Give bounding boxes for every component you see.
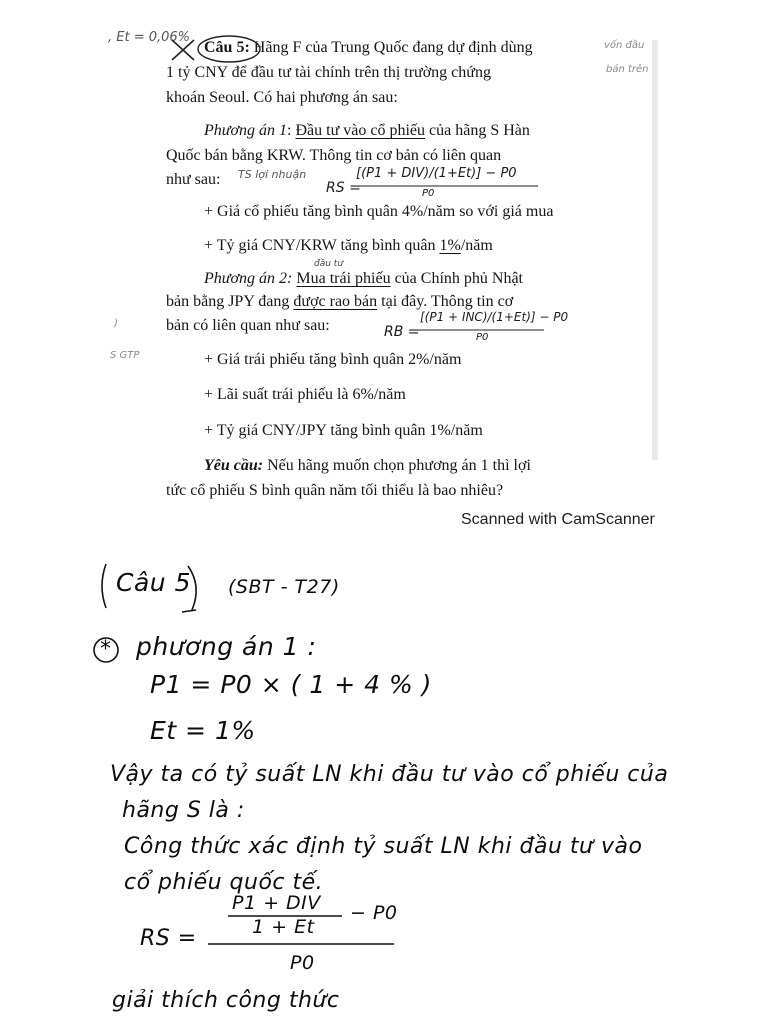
note-sentence-1: Vậy ta có tỷ suất LN khi đầu tư vào cổ phiếu của xyxy=(110,762,669,787)
requirement-line-2: tức cổ phiếu S bình quân năm tối thiểu là bao nhiêu? xyxy=(166,482,504,499)
circle-annotation-icon xyxy=(196,34,264,64)
note-sentence-2b: cổ phiếu quốc tế. xyxy=(124,870,324,895)
formula-lhs: RS = xyxy=(140,926,197,951)
requirement-line-1: Yêu cầu: Nếu hãng muốn chọn phương án 1 thì lợi xyxy=(204,457,531,474)
bullet-cny-krw: + Tỷ giá CNY/KRW tăng bình quân 1%/năm xyxy=(204,237,493,254)
option-1-line: Phương án 1: Đầu tư vào cổ phiếu của hãng S Hàn xyxy=(204,122,530,139)
notes-title-reference: (SBT - T27) xyxy=(228,576,340,598)
note-sentence-2: Công thức xác định tỷ suất LN khi đầu tư vào xyxy=(124,834,643,859)
margin-note-top-right-2: bán trên xyxy=(606,64,649,75)
note-last-line: giải thích công thức xyxy=(112,988,340,1013)
section-heading: phương án 1 : xyxy=(136,632,317,661)
exercise-label: Câu 5: xyxy=(204,39,250,56)
formula-2-numerator: [(P1 + INC)/(1+Et)] − P0 xyxy=(420,310,569,324)
margin-note-left-1: ) xyxy=(114,318,118,329)
bullet-stock-price: + Giá cổ phiếu tăng bình quân 4%/năm so với giá mua xyxy=(204,203,554,220)
formula-1-lhs: RS = xyxy=(326,180,361,196)
page-edge-shadow xyxy=(652,40,658,460)
formula-minus-p0: − P0 xyxy=(350,902,398,924)
circled-bullet-mark: * xyxy=(100,637,112,662)
exercise-line-2: 1 tỷ CNY để đầu tư tài chính trên thị trường chứng xyxy=(166,64,491,81)
formula-1-numerator: [(P1 + DIV)/(1+Et)] − P0 xyxy=(356,166,517,181)
formula-inner-denominator: 1 + Et xyxy=(252,916,315,938)
notes-title: Câu 5 xyxy=(116,568,191,597)
exercise-line-12: bản có liên quan như sau: xyxy=(166,317,330,334)
pencil-note-profit: TS lợi nhuận xyxy=(238,168,307,181)
formula-1-denominator: P0 xyxy=(422,188,435,199)
bullet-bond-price: + Giá trái phiếu tăng bình quân 2%/năm xyxy=(204,351,462,368)
margin-note-left-2: S GTP xyxy=(110,350,140,361)
exercise-line-5: Quốc bán bằng KRW. Thông tin cơ bản có liên quan xyxy=(166,147,502,164)
note-sentence-1b: hãng S là : xyxy=(122,798,245,823)
exercise-line-6: như sau: xyxy=(166,171,221,188)
bullet-bond-rate: + Lãi suất trái phiếu là 6%/năm xyxy=(204,386,406,403)
equation-p1: P1 = P0 × ( 1 + 4 % ) xyxy=(150,670,432,699)
exercise-line-1: Câu 5: Hãng F của Trung Quốc đang dự định dùng xyxy=(204,39,533,56)
margin-note-top-right-1: vốn đầu xyxy=(604,40,645,51)
equation-et: Et = 1% xyxy=(150,716,256,745)
exercise-line-3: khoán Seoul. Có hai phương án sau: xyxy=(166,89,398,106)
camscanner-watermark: Scanned with CamScanner xyxy=(461,511,655,528)
handwritten-notes xyxy=(0,540,768,1024)
formula-denominator: P0 xyxy=(290,952,315,974)
exercise-line-11: bản bằng JPY đang được rao bán tại đây. Thông tin cơ xyxy=(166,293,514,310)
fraction-bar-icon xyxy=(354,184,540,188)
main-fraction-bar-icon xyxy=(208,942,398,946)
formula-numerator: P1 + DIV xyxy=(232,892,321,914)
bullet-cny-jpy: + Tỷ giá CNY/JPY tăng bình quân 1%/năm xyxy=(204,422,483,439)
margin-note-top-left: , Et = 0,06% xyxy=(108,30,191,45)
option-2-line: Phương án 2: Mua trái phiếu của Chính phủ Nhật xyxy=(204,270,523,287)
formula-2-lhs: RB = xyxy=(384,324,420,340)
pencil-note-invest: đầu tư xyxy=(314,259,344,269)
formula-2-denominator: P0 xyxy=(476,332,489,343)
